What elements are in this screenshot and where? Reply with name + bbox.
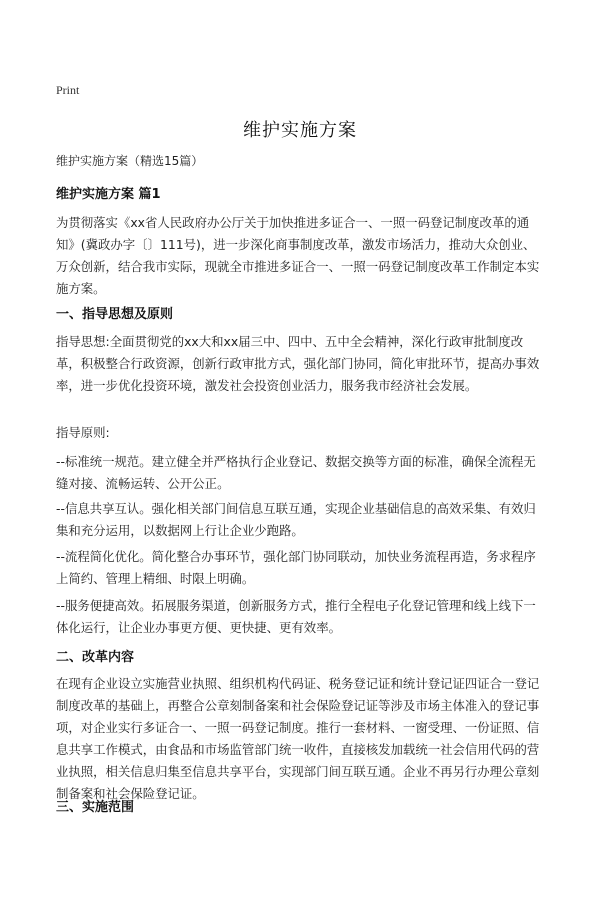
section3-heading: 三、实施范围 bbox=[56, 800, 135, 815]
document-subtitle: 维护实施方案（精选15篇） bbox=[56, 154, 204, 168]
section2-heading: 二、改革内容 bbox=[56, 650, 135, 665]
principle-paragraph-4: --服务便捷高效。拓展服务渠道，创新服务方式，推行全程电子化登记管理和线上线下一体化运行，让企业办事更方便、更快捷、更有效率。 bbox=[56, 598, 536, 635]
section1-principles-label: 指导原则: bbox=[56, 425, 110, 440]
principle-paragraph-2: --信息共享互认。强化相关部门间信息互联互通，实现企业基础信息的高效采集、有效归集和充分运用，以数据网上行让企业少跑路。 bbox=[56, 501, 536, 538]
article-heading: 维护实施方案 篇1 bbox=[56, 187, 161, 202]
section2-paragraph: 在现有企业设立实施营业执照、组织机构代码证、税务登记证和统计登记证四证合一登记制度改革的基础上，再整合公章刻制备案和社会保险登记证等涉及市场主体准入的登记事项，对企业实行多证合一、一照一码登记制度。推行一套材料、一窗受理、一份证照、信息共享工作模式，由食品和市场监管部门统一收件，直接核发加载统一社会信用代码的营业执照，相关信息归集至信息共享平台，实现部门间互联互通。企业不再另行办理公章刻制备案和社会保险登记证。 bbox=[56, 676, 540, 801]
section1-heading: 一、指导思想及原则 bbox=[56, 307, 174, 322]
principle-paragraph-3: --流程简化优化。简化整合办事环节，强化部门协同联动，加快业务流程再造，务求程序上简约、管理上精细、时限上明确。 bbox=[56, 549, 536, 586]
principle-paragraph-1: --标准统一规范。建立健全并严格执行企业登记、数据交换等方面的标准，确保全流程无缝对接、流畅运转、公开公正。 bbox=[56, 454, 536, 491]
section1-thought-paragraph: 指导思想:全面贯彻党的xx大和xx届三中、四中、五中全会精神，深化行政审批制度改革，积极整合行政资源，创新行政审批方式，强化部门协同，简化审批环节，提高办事效率，进一步优化投资环境，激发社会投资创业活力，服务我市经济社会发展。 bbox=[56, 334, 540, 393]
print-label: Print bbox=[56, 83, 80, 97]
document-title: 维护实施方案 bbox=[243, 120, 357, 141]
intro-paragraph: 为贯彻落实《xx省人民政府办公厅关于加快推进多证合一、一照一码登记制度改革的通知》(冀政办字〔〕111号)，进一步深化商事制度改革，激发市场活力，推动大众创业、万众创新，结合我市实际，现就全市推进多证合一、一照一码登记制度改革工作制定本实施方案。 bbox=[56, 215, 540, 296]
